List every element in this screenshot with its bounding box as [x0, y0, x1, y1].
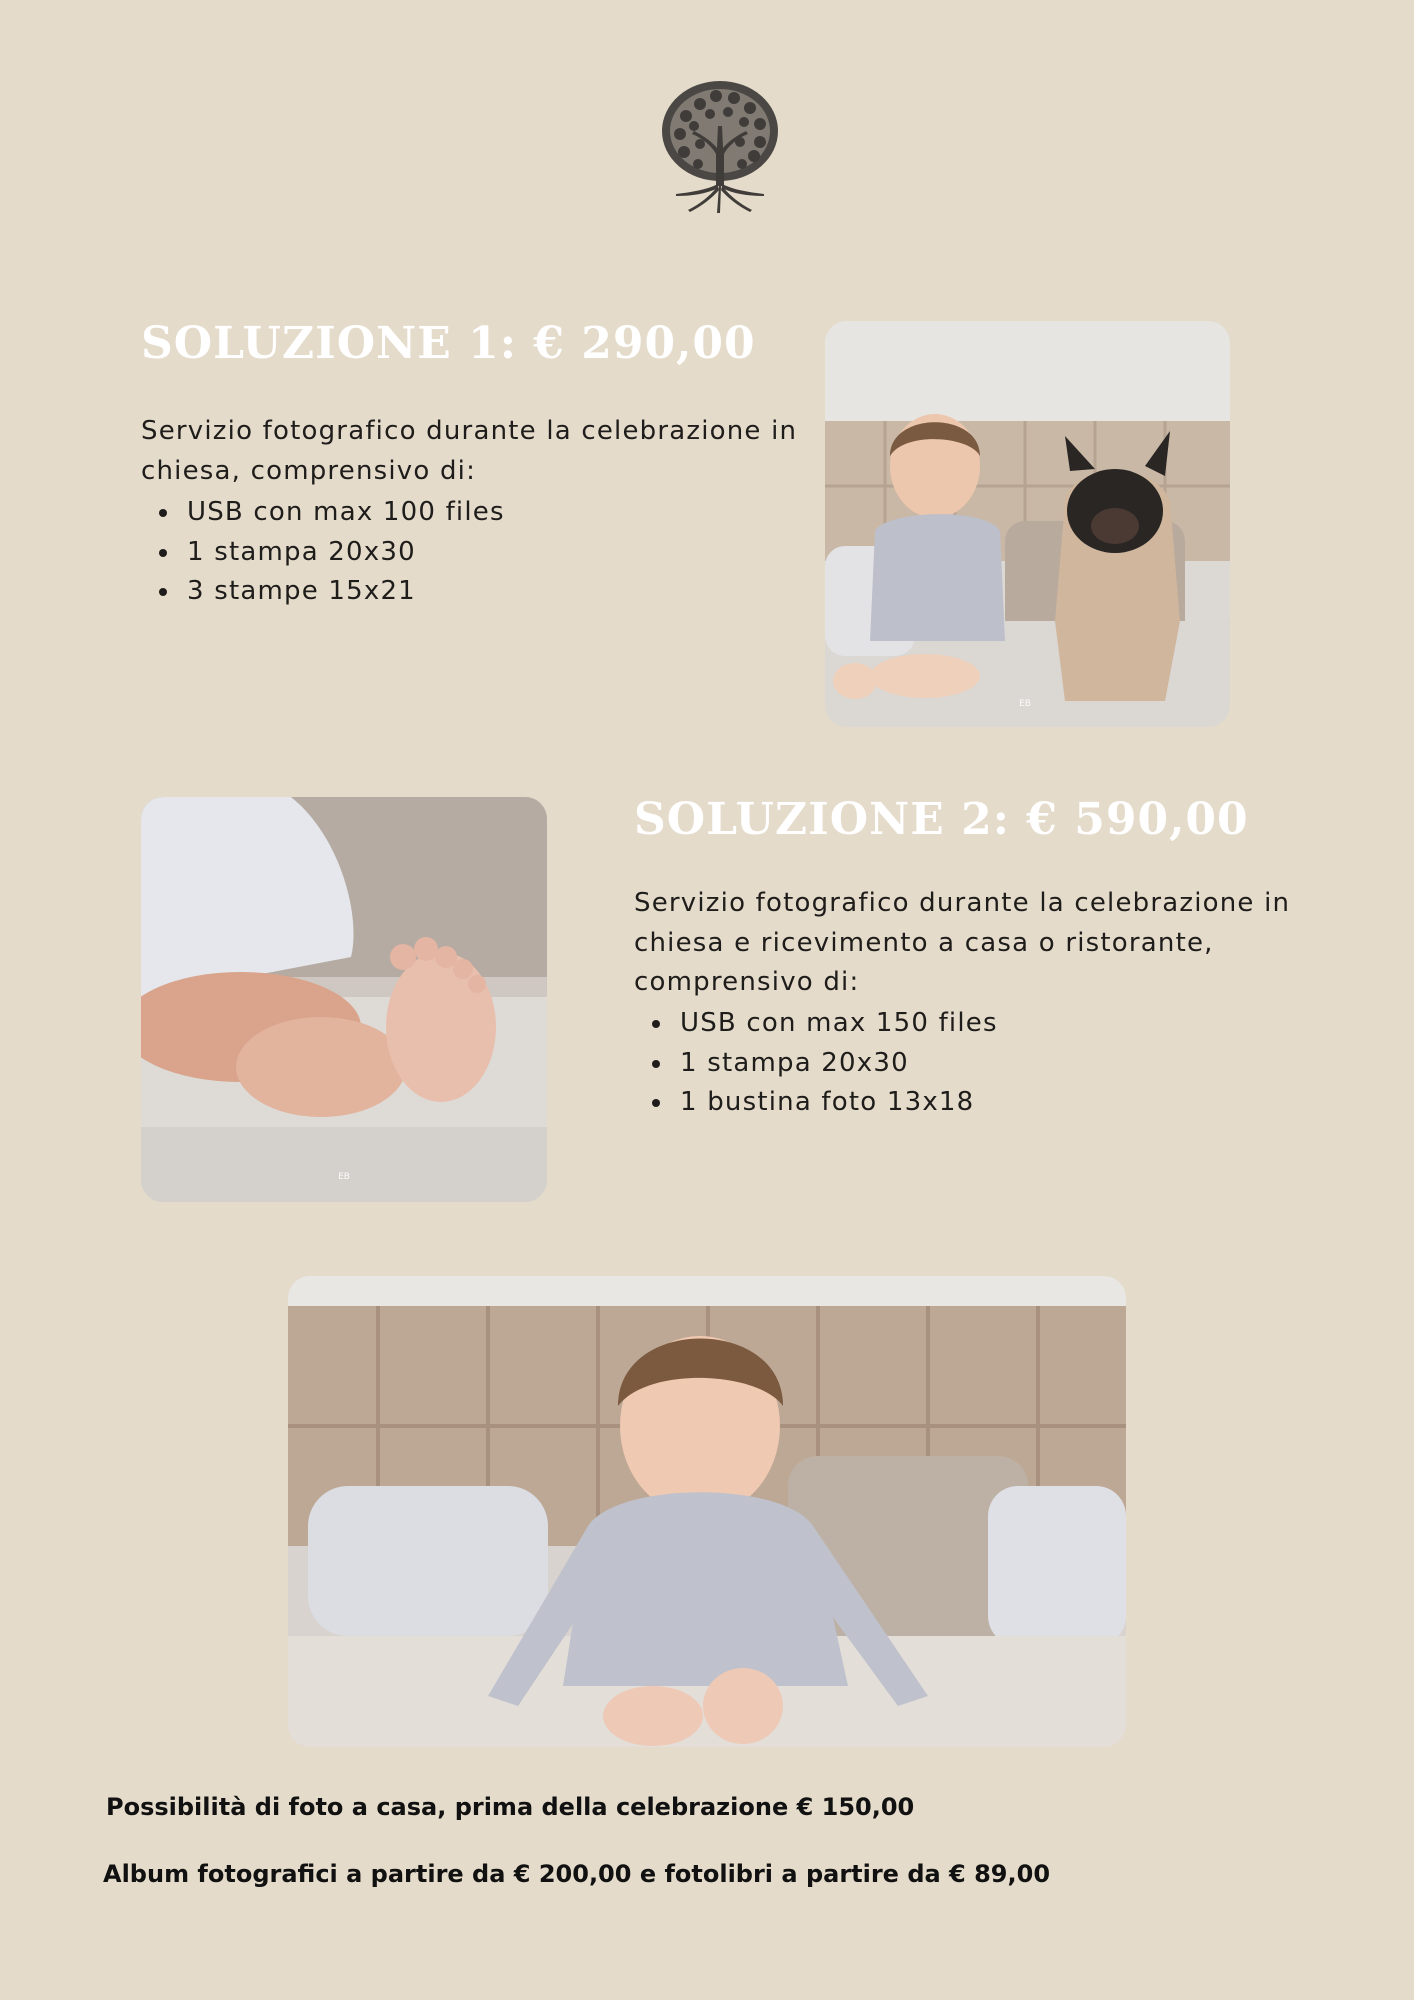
baby-feet-photo	[141, 797, 547, 1202]
list-item: 1 stampa 20x30	[634, 1044, 998, 1084]
list-item: 3 stampe 15x21	[141, 572, 505, 612]
list-item: USB con max 150 files	[634, 1004, 998, 1044]
solution-2-description: Servizio fotografico durante la celebrazione in chiesa e ricevimento a casa o ristorante, comprensivo di:	[634, 888, 1291, 997]
albums-note: Album fotografici a partire da € 200,00 e fotolibri a partire da € 89,00	[103, 1860, 1051, 1888]
solution-1-title: SOLUZIONE 1: € 290,00	[141, 318, 756, 369]
list-item: 1 bustina foto 13x18	[634, 1083, 998, 1123]
baby-with-dog-photo	[825, 321, 1230, 727]
solution-2-title: SOLUZIONE 2: € 590,00	[634, 794, 1249, 845]
solution-2-list	[634, 1004, 998, 1123]
home-photos-note: Possibilità di foto a casa, prima della celebrazione € 150,00	[106, 1793, 915, 1821]
list-item: USB con max 100 files	[141, 493, 505, 533]
solution-1-list	[141, 493, 505, 612]
solution-1-description: Servizio fotografico durante la celebrazione in chiesa, comprensivo di:	[141, 416, 798, 486]
list-item: 1 stampa 20x30	[141, 533, 505, 573]
baby-on-bed-photo	[288, 1276, 1126, 1747]
tree-logo-icon	[656, 76, 784, 214]
svg-text:EB: EB	[338, 1172, 350, 1182]
svg-text:EB: EB	[1019, 699, 1031, 709]
